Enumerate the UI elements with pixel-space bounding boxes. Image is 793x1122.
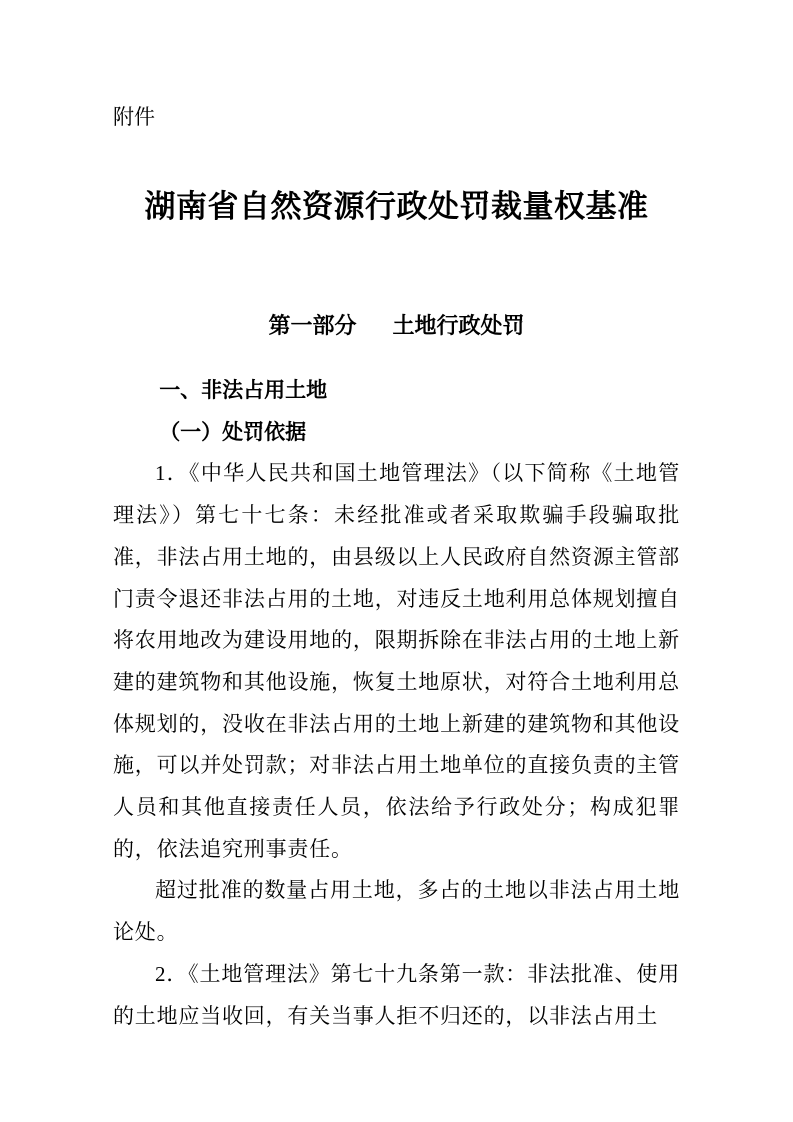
document-title: 湖南省自然资源行政处罚裁量权基准: [144, 189, 649, 224]
document-body: [113, 370, 680, 1037]
body-text: 未经批准或者采取欺骗手段骗取批准，非法占用土地的，由县级以上人民政府自然资源主管部门责令退还非法占用的土地，对违反土地利用总体规划擅自将农用地改为建设用地的，限期拆除在非法占用的土地上新建的建筑物和其他设施，恢复土地原状，对符合土地利用总体规划的，没收在非法占用的土地上新建的建筑物和其他设施，可以并处罚款；对非法占用土地单位的直接负责的主管人员和其他直接责任人员，依法给予行政处分；构成犯罪的，依法追究刑事责任。: [113, 503, 681, 861]
subsection-heading: （一）处罚依据: [159, 419, 307, 444]
body-text: 超过批准的数量占用土地，多占的土地以非法占用土地论处。: [113, 878, 680, 945]
part-name: 土地行政处罚: [392, 313, 525, 338]
paragraph: [113, 954, 680, 1037]
attachment-label: 附件: [113, 106, 155, 129]
part-number: 第一部分: [268, 313, 357, 338]
section-heading: 一、非法占用土地: [159, 379, 328, 402]
part-heading: [0, 310, 793, 342]
paragraph: [113, 453, 680, 870]
body-text: 非法批准、使用的土地应当收回，有关当事人拒不归还的，以非法占用土: [113, 961, 680, 1028]
citation-text: 2．《土地管理法》第七十九条第一款：: [155, 961, 528, 986]
paragraph: [113, 870, 680, 953]
citation-text: 1．《中华人民共和国土地管理法》（以下简称《土地管理法》）第七十七条：: [113, 461, 680, 528]
